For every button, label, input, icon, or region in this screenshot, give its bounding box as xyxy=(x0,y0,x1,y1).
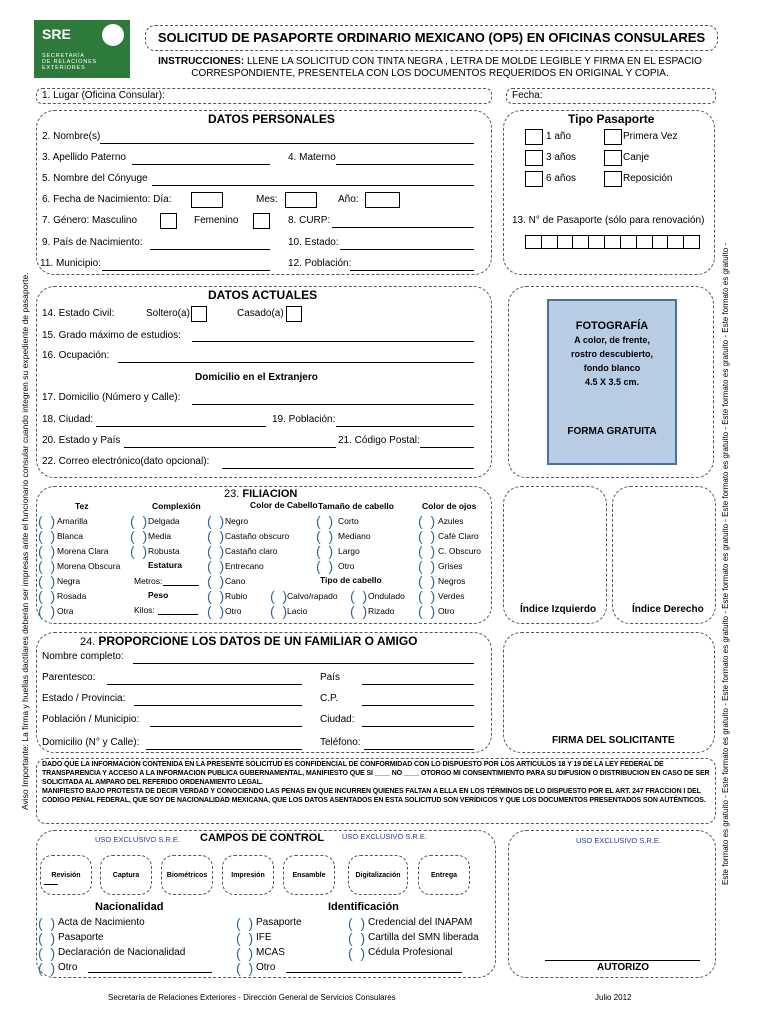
grado-field[interactable] xyxy=(192,341,474,342)
footer-right: Julio 2012 xyxy=(595,993,632,1002)
bracket[interactable]: ( ) xyxy=(418,603,436,619)
autorizo-line[interactable] xyxy=(545,960,700,961)
revision-button[interactable]: Revisión xyxy=(40,855,92,895)
biometricos-button[interactable]: Biométricos xyxy=(161,855,213,895)
fam-estado-field[interactable] xyxy=(134,705,302,706)
fam-poblacion-label: Población / Municipio: xyxy=(42,714,140,725)
nombre-label: 2. Nombre(s) xyxy=(42,131,101,142)
bracket[interactable]: ( ) xyxy=(236,960,254,976)
ciudad-field[interactable] xyxy=(96,426,266,427)
bracket[interactable]: ( ) xyxy=(38,603,56,619)
ojos-item: Verdes xyxy=(438,591,465,601)
tez-item: Otra xyxy=(57,606,74,616)
nac-item: Otro xyxy=(58,962,78,973)
bracket[interactable]: ( ) xyxy=(207,573,225,589)
metros-field[interactable] xyxy=(163,585,199,586)
ciudad-label: 18. Ciudad: xyxy=(42,414,94,425)
bracket[interactable]: ( ) xyxy=(38,930,56,946)
bracket[interactable]: ( ) xyxy=(418,543,436,559)
ojos-item: C. Obscuro xyxy=(438,546,481,556)
conyuge-field[interactable] xyxy=(152,185,474,186)
bracket[interactable]: ( ) xyxy=(207,528,225,544)
bracket[interactable]: ( ) xyxy=(130,543,148,559)
pais-nac-field[interactable] xyxy=(150,249,270,250)
fam-cp-label: C.P. xyxy=(320,693,339,704)
fam-ciudad-label: Ciudad: xyxy=(320,714,355,725)
ocupacion-field[interactable] xyxy=(118,362,474,363)
footer-left: Secretaría de Relaciones Exteriores - Dirección General de Servicios Consulares xyxy=(108,993,396,1002)
forma-gratuita: FORMA GRATUITA xyxy=(567,426,657,437)
mes-input[interactable] xyxy=(285,192,317,208)
fam-cp-field[interactable] xyxy=(362,705,474,706)
legal-text xyxy=(42,760,710,805)
bracket[interactable]: ( ) xyxy=(38,945,56,961)
ocupacion-label: 16. Ocupación: xyxy=(42,350,110,361)
autorizo-box xyxy=(508,830,716,978)
bracket[interactable]: ( ) xyxy=(348,915,366,931)
correo-label: 22. Correo electrónico(dato opcional): xyxy=(42,456,210,467)
poblacion-actual-field[interactable] xyxy=(336,426,474,427)
firma-label: FIRMA DEL SOLICITANTE xyxy=(552,735,675,746)
id-item: IFE xyxy=(256,932,272,943)
cabello-item: Entrecano xyxy=(225,561,264,571)
grado-label: 15. Grado máximo de estudios: xyxy=(42,330,181,341)
complexion-item: Robusta xyxy=(148,546,180,556)
bracket[interactable]: ( ) xyxy=(316,558,334,574)
id2-item: Credencial del INAPAM xyxy=(368,917,473,928)
control-title: CAMPOS DE CONTROL xyxy=(200,832,325,844)
estado-field[interactable] xyxy=(340,249,474,250)
ojos-item: Azules xyxy=(438,516,464,526)
tipo-pasaporte-title: Tipo Pasaporte xyxy=(568,112,655,126)
bracket[interactable]: ( ) xyxy=(207,603,225,619)
id2-item: Cédula Profesional xyxy=(368,947,453,958)
legal-p2: MANIFIESTO BAJO PROTESTA DE DECIR VERDAD Y CONOCIENDO LAS PENAS EN QUE INCURREN QUIENES FALTAN A ELLA EN LOS TÉRMINOS DE LO DISPUESTO POR EL ART. 247 FRACCION I DEL CODIGO PENAL FEDERAL, QUE SOY DE NACIONALIDAD MEXICANA, QUE LOS DATOS ASENTADOS EN ESTA SOLICITUD SON VERÍDICOS Y QUE LOS DOCUMENTOS PRESENTADOS SON AUTÉNTICOS. xyxy=(42,788,706,804)
correo-field[interactable] xyxy=(222,468,474,469)
instr-label: INSTRUCCIONES: xyxy=(158,56,245,67)
domicilio-extranjero-title: Domicilio en el Extranjero xyxy=(195,372,318,383)
autorizo-uso: USO EXCLUSIVO S.R.E. xyxy=(576,836,662,845)
femenino-label: Femenino xyxy=(194,215,239,226)
logo-subtitle: SECRETARÍA DE RELACIONES EXTERIORES xyxy=(42,53,98,71)
genero-label: 7. Género: Masculino xyxy=(42,215,138,226)
complexion-title: Complexión xyxy=(152,501,201,511)
femenino-checkbox[interactable] xyxy=(253,213,270,229)
fam-parentesco-label: Parentesco: xyxy=(42,672,96,683)
kilos-field[interactable] xyxy=(158,614,198,615)
filiacion-heading xyxy=(224,488,297,500)
estado-pais-field[interactable] xyxy=(124,447,336,448)
num-pasaporte-label: 13. N° de Pasaporte (sólo para renovación) xyxy=(512,215,705,226)
paterno-field[interactable] xyxy=(132,164,270,165)
id2-item: Cartilla del SMN liberada xyxy=(368,932,479,943)
reposicion-checkbox[interactable] xyxy=(604,171,622,187)
tez-item: Morena Clara xyxy=(57,546,109,556)
bracket[interactable]: ( ) xyxy=(350,603,368,619)
poblacion-field[interactable] xyxy=(350,270,474,271)
indice-izquierdo-label: Índice Izquierdo xyxy=(520,604,597,615)
bracket[interactable]: ( ) xyxy=(348,945,366,961)
tez-item: Blanca xyxy=(57,531,83,541)
tamano-item: Otro xyxy=(338,561,355,571)
tipo-cab-item: Ondulado xyxy=(368,591,405,601)
revision-line xyxy=(44,884,58,885)
bracket[interactable]: ( ) xyxy=(418,588,436,604)
filiacion-num: 23. xyxy=(224,488,240,500)
ojos-title: Color de ojos xyxy=(422,501,477,511)
bracket[interactable]: ( ) xyxy=(207,588,225,604)
digitalizacion-button[interactable]: Digitalización xyxy=(348,855,408,895)
datos-personales-section xyxy=(36,110,492,275)
complexion-item: Media xyxy=(148,531,172,541)
paterno-label: 3. Apellido Paterno xyxy=(42,152,126,163)
domicilio-field[interactable] xyxy=(192,404,474,405)
bracket[interactable]: ( ) xyxy=(130,528,148,544)
bracket[interactable]: ( ) xyxy=(207,558,225,574)
indice-derecho-label: Índice Derecho xyxy=(632,604,704,615)
instr-text: LLENE LA SOLICITUD CON TINTA NEGRA , LETRA DE MOLDE LEGIBLE Y FIRMA EN EL ESPACIO xyxy=(244,56,702,67)
fam-estado-label: Estado / Provincia: xyxy=(42,693,126,704)
fam-nombre-field[interactable] xyxy=(133,663,474,664)
canje-label: Canje xyxy=(623,152,650,163)
nac-otro-field[interactable] xyxy=(88,972,212,973)
sre-logo xyxy=(34,20,130,78)
civil-label: 14. Estado Civil: xyxy=(42,308,115,319)
fam-pais-label: País xyxy=(320,672,341,683)
fam-domicilio-label: Domicilio (N° y Calle): xyxy=(42,737,140,748)
tamano-title: Tamaño de cabello xyxy=(318,501,394,511)
nac-item: Acta de Nacimiento xyxy=(58,917,145,928)
datos-actuales-title: DATOS ACTUALES xyxy=(208,288,318,302)
lugar-label: 1. Lugar (Oficina Consular): xyxy=(42,90,165,101)
autorizo-label: AUTORIZO xyxy=(597,962,650,973)
uso-exclusivo-1: USO EXCLUSIVO S.R.E. xyxy=(95,835,181,844)
municipio-field[interactable] xyxy=(102,270,270,271)
tez-item: Amarilla xyxy=(57,516,88,526)
complexion-item: Delgada xyxy=(148,516,180,526)
bracket[interactable]: ( ) xyxy=(38,558,56,574)
ojos-item: Negros xyxy=(438,576,466,586)
fam-nombre-label: Nombre completo: xyxy=(42,651,124,662)
materno-field[interactable] xyxy=(336,164,474,165)
bracket[interactable]: ( ) xyxy=(316,543,334,559)
uso-exclusivo-2: USO EXCLUSIVO S.R.E. xyxy=(342,832,428,841)
metros-label: Metros: xyxy=(134,576,163,586)
fam-ciudad-field[interactable] xyxy=(362,726,474,727)
impresion-button[interactable]: Impresión xyxy=(222,855,274,895)
instructions xyxy=(130,56,730,80)
bracket[interactable]: ( ) xyxy=(38,528,56,544)
id-otro-field[interactable] xyxy=(286,972,462,973)
color-cabello-title: Color de Cabello xyxy=(250,500,318,510)
curp-field[interactable] xyxy=(332,227,474,228)
six-years-label: 6 años xyxy=(546,173,577,184)
id-item: Pasaporte xyxy=(256,917,302,928)
bracket[interactable]: ( ) xyxy=(38,915,56,931)
cp-label: 21. Código Postal: xyxy=(338,435,420,446)
side-notice-right: Este formato es gratuito - Este formato es gratuito - Este formato es gratuito - Este formato es gratuito - Este formato es gratuito - Este formato es gratuito - Este formato es gratuito - xyxy=(721,242,730,885)
tamano-item: Largo xyxy=(338,546,360,556)
tez-item: Rosada xyxy=(57,591,87,601)
fam-telefono-label: Teléfono: xyxy=(320,737,361,748)
ojos-item: Grises xyxy=(438,561,463,571)
entrega-button[interactable]: Entrega xyxy=(418,855,470,895)
three-years-label: 3 años xyxy=(546,152,577,163)
nac-item: Pasaporte xyxy=(58,932,104,943)
cabello-item: Castaño claro xyxy=(225,546,278,556)
tipo-cab-item: Lacio xyxy=(287,606,308,616)
fam-parentesco-field[interactable] xyxy=(107,684,302,685)
one-year-checkbox[interactable] xyxy=(525,129,543,145)
conyuge-label: 5. Nombre del Cónyuge xyxy=(42,173,148,184)
page-title: SOLICITUD DE PASAPORTE ORDINARIO MEXICANO (OP5) EN OFICINAS CONSULARES xyxy=(157,30,706,45)
bracket[interactable]: ( ) xyxy=(236,930,254,946)
photo-title: FOTOGRAFÍA xyxy=(575,320,649,332)
bracket[interactable]: ( ) xyxy=(38,513,56,529)
cabello-item: Otro xyxy=(225,606,242,616)
identificacion-title: Identificación xyxy=(328,901,399,913)
three-years-checkbox[interactable] xyxy=(525,150,543,166)
bracket[interactable]: ( ) xyxy=(207,543,225,559)
tipo-cabello-title: Tipo de cabello xyxy=(320,575,382,585)
cabello-item: Rubio xyxy=(225,591,248,601)
tamano-item: Corto xyxy=(338,516,359,526)
six-years-checkbox[interactable] xyxy=(525,171,543,187)
cabello-item: Negro xyxy=(225,516,249,526)
bracket[interactable]: ( ) xyxy=(236,945,254,961)
fam-domicilio-field[interactable] xyxy=(146,749,302,750)
ojos-item: Café Claro xyxy=(438,531,479,541)
familiar-heading xyxy=(80,634,417,648)
cp-field[interactable] xyxy=(420,447,474,448)
municipio-label: 11. Municipio: xyxy=(40,258,101,269)
bracket[interactable]: ( ) xyxy=(38,573,56,589)
tez-item: Morena Obscura xyxy=(57,561,121,571)
fecha-nac-label: 6. Fecha de Nacimiento: Día: xyxy=(42,194,172,205)
canje-checkbox[interactable] xyxy=(604,150,622,166)
familiar-num: 24. xyxy=(80,636,96,648)
masculino-checkbox[interactable] xyxy=(160,213,177,229)
filiacion-title: FILIACION xyxy=(242,488,298,500)
bracket[interactable]: ( ) xyxy=(38,960,56,976)
mes-label: Mes: xyxy=(256,194,278,205)
photo-l1: A color, de frente, xyxy=(574,335,650,345)
fam-poblacion-field[interactable] xyxy=(150,726,302,727)
bracket[interactable]: ( ) xyxy=(130,513,148,529)
num-pasaporte-input[interactable] xyxy=(525,235,700,249)
tipo-cab-item: Calvo/rapado xyxy=(287,591,338,601)
poblacion-actual-label: 19. Población: xyxy=(272,414,336,425)
tez-item: Negra xyxy=(57,576,81,586)
eagle-icon xyxy=(102,24,124,46)
fam-pais-field[interactable] xyxy=(362,684,474,685)
bracket[interactable]: ( ) xyxy=(418,513,436,529)
pais-nac-label: 9. País de Nacimiento: xyxy=(42,237,143,248)
bracket[interactable]: ( ) xyxy=(38,588,56,604)
cabello-item: Castaño obscuro xyxy=(225,531,290,541)
datos-personales-title: DATOS PERSONALES xyxy=(208,112,335,126)
legal-p1: DADO QUE LA INFORMACION CONTENIDA EN LA PRESENTE SOLICITUD ES CONFIDENCIAL DE CONFORMIDAD CON LO DISPUESTO POR LOS ARTICULOS 18 Y 19 DE LA LEY FEDERAL DE TRANSPARENCIA Y ACCESO A LA INFORMACION PUBLICA GUBERNAMENTAL, MANIFIESTO QUE SI ____ NO ____ OTORGO MI CONSENTIMIENTO PARA SU DIFUSION O DISTRIBUCION EN CASO DE SER SOLICITADA AL AMPARO DEL REFERIDO ORDENAMIENTO LEGAL. xyxy=(42,761,710,786)
instr-text2: CORRESPONDIENTE, PRESENTELA CON LOS DOCUMENTOS REQUERIDOS EN ORIGINAL Y COPIA. xyxy=(191,68,669,79)
curp-label: 8. CURP: xyxy=(288,215,331,226)
bracket[interactable]: ( ) xyxy=(418,558,436,574)
bracket[interactable]: ( ) xyxy=(418,528,436,544)
photo-l2: rostro descubierto, xyxy=(570,349,653,359)
one-year-label: 1 año xyxy=(546,131,572,142)
tez-title: Tez xyxy=(75,501,89,511)
estado-pais-label: 20. Estado y País xyxy=(42,435,121,446)
anio-label: Año: xyxy=(338,194,359,205)
nac-item: Declaración de Nacionalidad xyxy=(58,947,186,958)
id-item: Otro xyxy=(256,962,276,973)
bracket[interactable]: ( ) xyxy=(350,588,368,604)
primera-vez-label: Primera Vez xyxy=(623,131,678,142)
cabello-item: Cano xyxy=(225,576,246,586)
nacionalidad-title: Nacionalidad xyxy=(95,901,164,913)
nombre-field[interactable] xyxy=(100,143,474,144)
soltero-label: Soltero(a) xyxy=(146,308,190,319)
fam-telefono-field[interactable] xyxy=(364,749,474,750)
casado-label: Casado(a) xyxy=(237,308,284,319)
reposicion-label: Reposición xyxy=(623,173,673,184)
ojos-item: Otro xyxy=(438,606,455,616)
primera-vez-checkbox[interactable] xyxy=(604,129,622,145)
bracket[interactable]: ( ) xyxy=(348,930,366,946)
tamano-item: Mediano xyxy=(338,531,371,541)
domicilio-label: 17. Domicilio (Número y Calle): xyxy=(42,392,181,403)
photo-box xyxy=(547,299,677,465)
peso-title: Peso xyxy=(148,590,169,600)
bracket[interactable]: ( ) xyxy=(236,915,254,931)
bracket[interactable]: ( ) xyxy=(316,528,334,544)
anio-input[interactable] xyxy=(365,192,400,208)
id-item: MCAS xyxy=(256,947,285,958)
materno-label: 4. Materno xyxy=(288,152,336,163)
casado-checkbox[interactable] xyxy=(286,306,302,322)
bracket[interactable]: ( ) xyxy=(38,543,56,559)
bracket[interactable]: ( ) xyxy=(316,513,334,529)
bracket[interactable]: ( ) xyxy=(207,513,225,529)
bracket[interactable]: ( ) xyxy=(270,588,288,604)
soltero-checkbox[interactable] xyxy=(191,306,207,322)
estatura-title: Estatura xyxy=(148,560,183,570)
photo-l3: fondo blanco xyxy=(583,363,641,373)
tipo-cab-item: Rizado xyxy=(368,606,395,616)
ensamble-button[interactable]: Ensamble xyxy=(283,855,335,895)
familiar-title: PROPORCIONE LOS DATOS DE UN FAMILIAR O AMIGO xyxy=(98,634,418,648)
poblacion-label: 12. Población: xyxy=(288,258,352,269)
logo-text: SRE xyxy=(42,26,71,42)
estado-label: 10. Estado: xyxy=(288,237,339,248)
photo-l4: 4.5 X 3.5 cm. xyxy=(584,377,640,387)
dia-input[interactable] xyxy=(191,192,223,208)
bracket[interactable]: ( ) xyxy=(270,603,288,619)
bracket[interactable]: ( ) xyxy=(418,573,436,589)
captura-button[interactable]: Captura xyxy=(100,855,152,895)
side-notice-left: Aviso Importante: La firma y huellas dactilares deberán ser impresas ante el funcionario consular cuando integren su expediente de pasaporte. xyxy=(20,272,30,810)
fecha-label: Fecha: xyxy=(512,90,543,101)
kilos-label: Kilos: xyxy=(134,605,155,615)
